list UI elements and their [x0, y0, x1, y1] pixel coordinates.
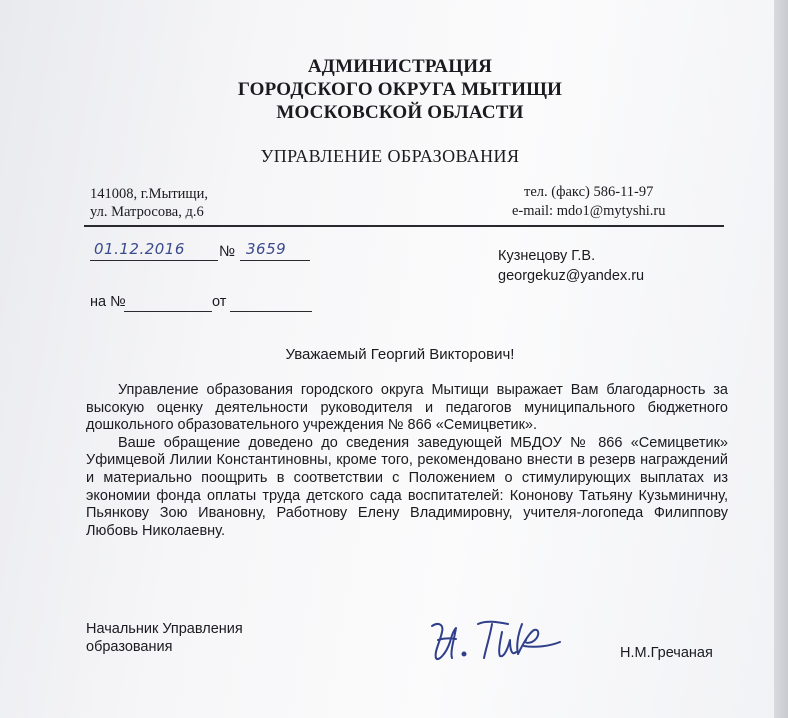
header-line-region: МОСКОВСКОЙ ОБЛАСТИ	[276, 102, 524, 123]
contact-phone: тел. (факс) 586-11-97	[524, 184, 654, 200]
letter-body	[86, 382, 728, 540]
reply-from-underline	[230, 311, 312, 312]
header-line-administration: АДМИНИСТРАЦИЯ	[307, 56, 493, 77]
header-divider	[84, 225, 724, 227]
recipient-name: Кузнецову Г.В.	[498, 248, 596, 264]
registration-number: 3659	[246, 240, 287, 258]
signatory-position-line-1: Начальник Управления	[86, 621, 243, 637]
date-underline	[90, 260, 218, 261]
department-title: УПРАВЛЕНИЕ ОБРАЗОВАНИЯ	[260, 146, 520, 166]
page-edge	[774, 0, 788, 718]
address-line-1: 141008, г.Мытищи,	[90, 186, 208, 202]
salutation: Уважаемый Георгий Викторович!	[285, 346, 515, 363]
number-label: №	[219, 243, 236, 260]
reply-from-label: от	[212, 294, 227, 310]
number-underline	[240, 260, 310, 261]
header-line-district: ГОРОДСКОГО ОКРУГА МЫТИЩИ	[237, 79, 563, 100]
reply-number-underline	[124, 311, 212, 312]
reply-number-label: на №	[90, 294, 126, 310]
signatory-name: Н.М.Гречаная	[620, 645, 713, 661]
address-line-2: ул. Матросова, д.6	[90, 204, 204, 220]
signatory-position	[86, 620, 286, 656]
recipient-email: georgekuz@yandex.ru	[498, 268, 645, 284]
signatory-position-line-2: образования	[86, 639, 173, 655]
handwritten-signature	[426, 612, 566, 666]
contact-email: e-mail: mdo1@mytyshi.ru	[512, 203, 666, 219]
registration-date: 01.12.2016	[94, 240, 185, 258]
body-paragraph-2: Ваше обращение доведено до сведения заведующей МБДОУ № 866 «Семицветик» Уфимцевой Лилии Константиновны, кроме того, рекомендовано внести в резерв награждений и материально поощрить в соответствии с Положением о стимулирующих выплатах из экономии фонда оплаты труда детского сада воспитателей: Кононову Татьяну Кузьминичну, Пьянкову Зою Ивановну, Работнову Елену Владимировну, учителя-логопеда Филиппову Любовь Николаевну.	[86, 434, 728, 539]
body-paragraph-1: Управление образования городского округа Мытищи выражает Вам благодарность за высокую оценку деятельности руководителя и педагогов муниципального бюджетного дошкольного образовательного учреждения № 866 «Семицветик».	[86, 382, 728, 434]
